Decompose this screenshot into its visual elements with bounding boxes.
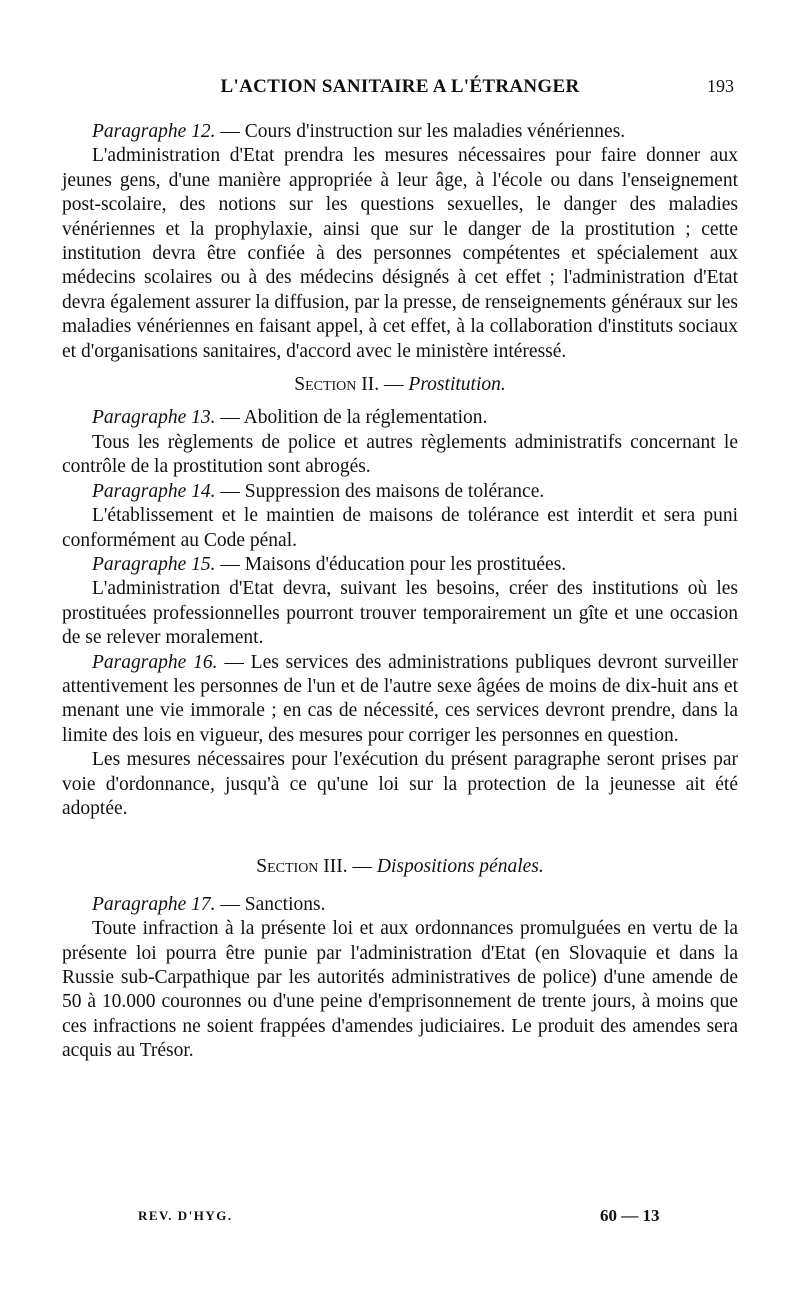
- page-body: [62, 120, 738, 1064]
- section-2-heading: [62, 373, 738, 397]
- page-footer: [60, 1206, 740, 1228]
- paragraph-title: — Suppression des maisons de tolérance.: [215, 480, 545, 502]
- paragraph-label: Paragraphe 13.: [92, 407, 216, 429]
- journal-abbreviation: REV. D'HYG.: [138, 1208, 233, 1223]
- paragraph-title: — Sanctions.: [215, 893, 326, 915]
- paragraph-12-heading: [62, 120, 738, 144]
- paragraph-14-heading: [62, 480, 738, 504]
- paragraph-label: Paragraphe 16.: [92, 651, 218, 673]
- section-label: Section III.: [256, 856, 348, 878]
- section-dash: —: [347, 856, 377, 878]
- paragraph-label: Paragraphe 17.: [92, 893, 216, 915]
- paragraph-label: Paragraphe 15.: [92, 553, 216, 575]
- section-label: Section II.: [294, 374, 380, 396]
- paragraph-16-body: Les mesures nécessaires pour l'exécution du présent paragraphe seront prises par voie d'ordonnance, jusqu'à ce qu'une loi sur la protection de la jeunesse ait été adoptée.: [62, 749, 738, 819]
- paragraph-16-text: [62, 651, 738, 749]
- paragraph-label: Paragraphe 14.: [92, 480, 216, 502]
- paragraph-13-body: Tous les règlements de police et autres règlements administratifs concernant le contrôle de la prostitution sont abrogés.: [62, 431, 738, 478]
- paragraph-17-heading: [62, 893, 738, 917]
- paragraph-15-body: L'administration d'Etat devra, suivant les besoins, créer des institutions où les prostituées professionnelles pourront trouver temporairement un gîte et une occasion de se relever moralement.: [62, 578, 738, 649]
- section-3-heading: [62, 855, 738, 879]
- page-header: [60, 76, 740, 102]
- paragraph-label: Paragraphe 12.: [92, 121, 216, 142]
- paragraph-14-body: L'établissement et le maintien de maisons de tolérance est interdit et sera puni conformément au Code pénal.: [62, 505, 738, 551]
- section-title: Dispositions pénales.: [376, 856, 544, 878]
- running-title: L'ACTION SANITAIRE A L'ÉTRANGER: [220, 76, 580, 97]
- paragraph-title: — Maisons d'éducation pour les prostituées.: [215, 553, 567, 575]
- paragraph-title: — Cours d'instruction sur les maladies vénériennes.: [215, 121, 626, 142]
- paragraph-17-body: Toute infraction à la présente loi et aux ordonnances promulguées en vertu de la présente loi pourra être punie par l'administration d'Etat (en Slovaquie et dans la Russie sub-Carpathique par les autorités administratives de police) d'une amende de 50 à 10.000 couronnes ou d'une peine d'emprisonnement de trente jours, à moins que ces infractions ne soient frappées d'amendes judiciaires. Le produit des amendes sera acquis au Trésor.: [62, 918, 738, 1062]
- page-number: 193: [707, 76, 734, 96]
- section-dash: —: [379, 374, 409, 396]
- paragraph-15-heading: [62, 553, 738, 577]
- section-title: Prostitution.: [408, 374, 506, 396]
- paragraph-13-heading: [62, 406, 738, 430]
- paragraph-title: — Abolition de la réglementation.: [215, 407, 488, 429]
- paragraph-12-body: L'administration d'Etat prendra les mesures nécessaires pour faire donner aux jeunes gens, d'une manière appropriée à leur âge, à l'école ou dans l'enseignement post-scolaire, des notions sur les questions sexuelles, le danger des maladies vénériennes et la prophylaxie, ainsi que sur le danger de la prostitution ; cette institution devra être confiée à des personnes compétentes et spécialement aux médecins scolaires ou à des médecins désignés à cet effet ; l'administration d'Etat devra également assurer la diffusion, par la presse, de renseignements généraux sur les maladies vénériennes en faisant appel, à cet effet, à la collaboration d'instituts sociaux et d'organisations sanitaires, d'accord avec le ministère intéressé.: [62, 145, 738, 362]
- signature-mark: 60 — 13: [600, 1206, 660, 1225]
- paragraph-text: — Les services des administrations publiques devront surveiller attentivement les personnes de l'un et de l'autre sexe âgées de moins de dix-huit ans et menant une vie immorale ; en cas de nécessité, ces services devront prendre, dans la limite des lois en vigueur, des mesures pour corriger les personnes en question.: [62, 651, 738, 746]
